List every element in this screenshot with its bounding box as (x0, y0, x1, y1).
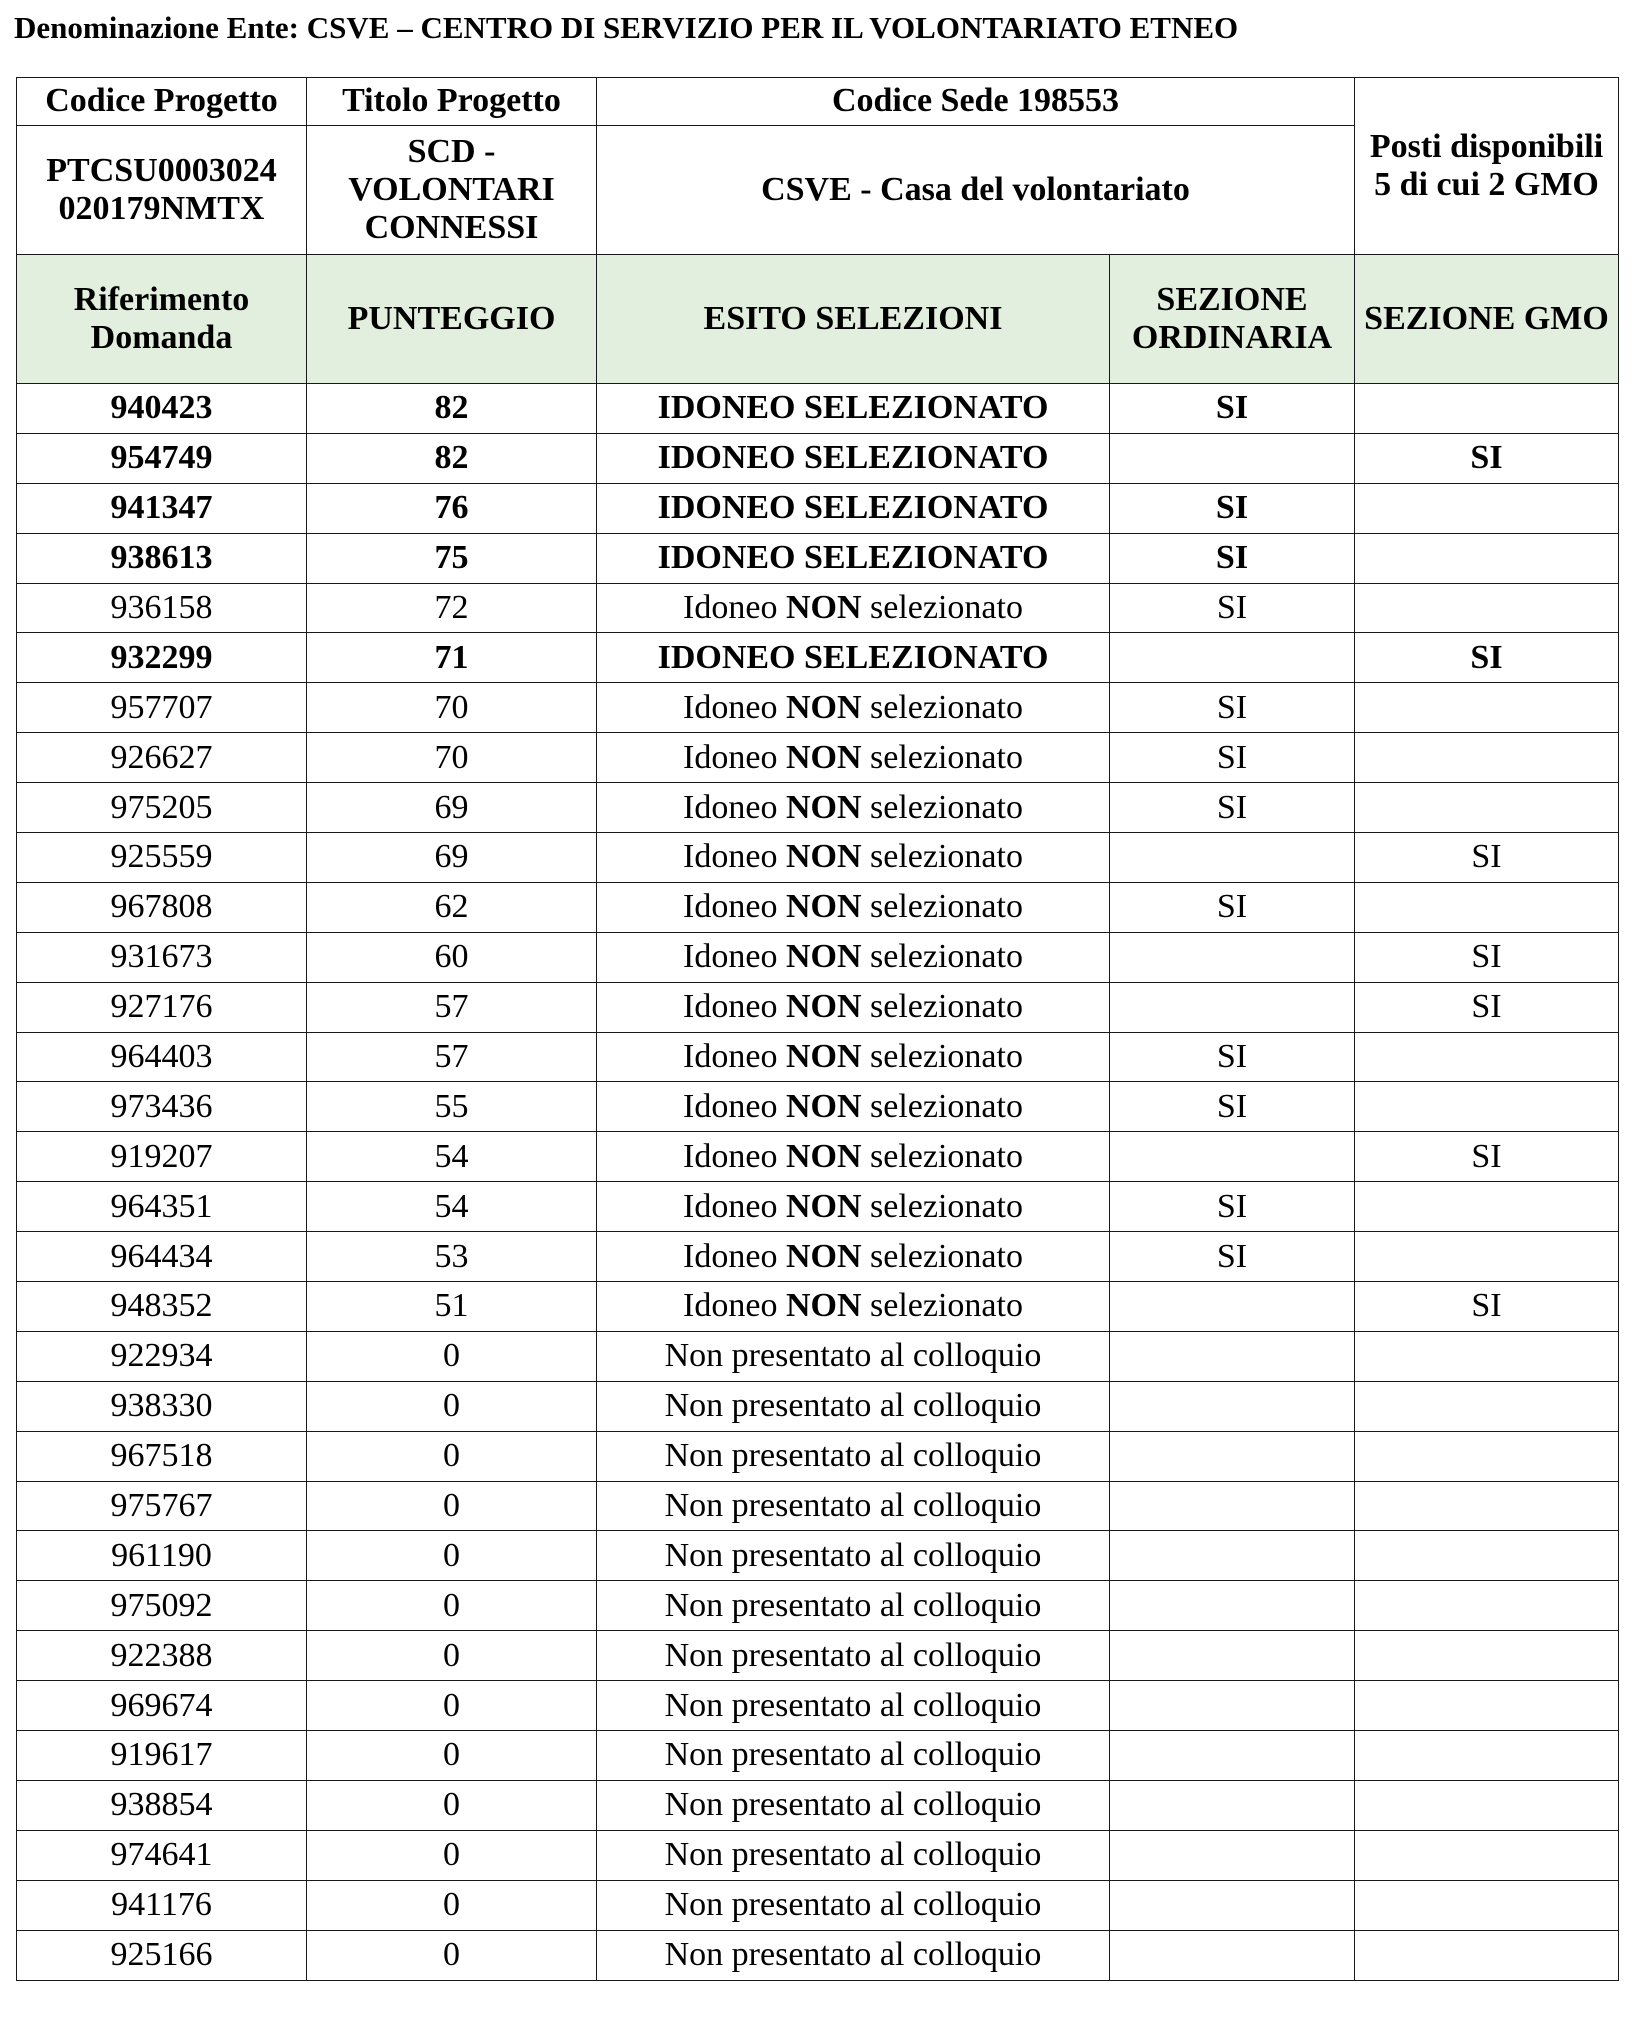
table-row (17, 1282, 1619, 1332)
esito-cell (597, 533, 1110, 583)
sezione-ordinaria-cell (1110, 1531, 1355, 1581)
table-row (17, 1531, 1619, 1581)
sezione-ordinaria-cell (1110, 1381, 1355, 1431)
riferimento-cell: 927176 (17, 982, 307, 1032)
table-row (17, 1481, 1619, 1531)
table-row (17, 1681, 1619, 1731)
table-row (17, 433, 1619, 483)
col-header-riferimento: Riferimento Domanda (17, 255, 307, 384)
table-row (17, 1880, 1619, 1930)
esito-cell (597, 583, 1110, 633)
sezione-ordinaria-cell (1110, 833, 1355, 883)
punteggio-cell: 0 (307, 1481, 597, 1531)
esito-text-strong: NON (785, 788, 862, 826)
sezione-gmo-cell (1355, 1232, 1619, 1282)
sezione-gmo-cell (1355, 1780, 1619, 1830)
codice-sede: Codice Sede 198553 (597, 78, 1355, 126)
riferimento-cell: 919207 (17, 1132, 307, 1182)
sezione-gmo-cell (1355, 1431, 1619, 1481)
riferimento-cell: 975205 (17, 783, 307, 833)
esito-text: Idoneo (683, 988, 786, 1026)
sezione-ordinaria-cell: SI (1110, 783, 1355, 833)
punteggio-cell: 51 (307, 1282, 597, 1332)
esito-cell (597, 1132, 1110, 1182)
punteggio-cell: 62 (307, 882, 597, 932)
punteggio-cell: 69 (307, 783, 597, 833)
esito-text: Non presentato al colloquio (664, 1487, 1042, 1524)
esito-cell (597, 1481, 1110, 1531)
esito-text: Non presentato al colloquio (664, 1586, 1042, 1624)
col-header-gmo: SEZIONE GMO (1355, 255, 1619, 384)
sezione-ordinaria-cell: SI (1110, 533, 1355, 583)
selection-results-table (16, 77, 1619, 1981)
esito-text: Non presentato al colloquio (664, 1886, 1042, 1924)
sezione-gmo-cell (1355, 1880, 1619, 1930)
riferimento-cell: 940423 (17, 384, 307, 434)
esito-text: Idoneo (683, 1187, 786, 1225)
esito-cell (597, 1232, 1110, 1282)
esito-text: selezionato (861, 988, 1023, 1026)
esito-text-strong: IDONEO SELEZIONATO (657, 489, 1049, 527)
riferimento-cell: 964434 (17, 1232, 307, 1282)
riferimento-cell: 969674 (17, 1681, 307, 1731)
sezione-ordinaria-cell: SI (1110, 583, 1355, 633)
esito-text: selezionato (861, 888, 1023, 926)
esito-cell (597, 982, 1110, 1032)
punteggio-cell: 70 (307, 733, 597, 783)
esito-text: Idoneo (683, 588, 786, 626)
table-row (17, 483, 1619, 533)
table-row (17, 833, 1619, 883)
sezione-ordinaria-cell: SI (1110, 483, 1355, 533)
titolo-progetto-value: SCD - VOLONTARI CONNESSI (307, 126, 597, 255)
sezione-ordinaria-cell (1110, 982, 1355, 1032)
table-row (17, 733, 1619, 783)
table-row (17, 633, 1619, 683)
column-header-row (17, 255, 1619, 384)
esito-text: selezionato (861, 1087, 1023, 1125)
punteggio-cell: 76 (307, 483, 597, 533)
riferimento-cell: 961190 (17, 1531, 307, 1581)
riferimento-cell: 964403 (17, 1032, 307, 1082)
esito-text: Idoneo (683, 738, 786, 776)
sezione-gmo-cell (1355, 1531, 1619, 1581)
esito-text-strong: NON (785, 738, 862, 776)
esito-text-strong: IDONEO SELEZIONATO (657, 638, 1049, 676)
esito-text-strong: IDONEO SELEZIONATO (657, 439, 1049, 477)
esito-text: Non presentato al colloquio (664, 1387, 1042, 1425)
riferimento-cell: 957707 (17, 683, 307, 733)
esito-text: selezionato (861, 1237, 1023, 1275)
esito-cell (597, 1930, 1110, 1980)
table-row (17, 1082, 1619, 1132)
esito-text: Idoneo (683, 1137, 786, 1175)
sezione-gmo-cell (1355, 1381, 1619, 1431)
table-row (17, 1232, 1619, 1282)
esito-text: selezionato (861, 688, 1023, 726)
esito-text-strong: NON (785, 1187, 862, 1225)
punteggio-cell: 72 (307, 583, 597, 633)
riferimento-cell: 926627 (17, 733, 307, 783)
sezione-gmo-cell (1355, 1182, 1619, 1232)
sezione-gmo-cell (1355, 533, 1619, 583)
esito-text-strong: NON (785, 838, 862, 876)
sezione-ordinaria-cell (1110, 1930, 1355, 1980)
punteggio-cell: 75 (307, 533, 597, 583)
esito-text: Non presentato al colloquio (664, 1686, 1042, 1724)
riferimento-cell: 922934 (17, 1331, 307, 1381)
sede-value: CSVE - Casa del volontariato (597, 126, 1355, 255)
sezione-ordinaria-cell: SI (1110, 733, 1355, 783)
esito-text: Non presentato al colloquio (664, 1836, 1042, 1874)
punteggio-cell: 0 (307, 1681, 597, 1731)
sezione-gmo-cell: SI (1355, 1282, 1619, 1332)
riferimento-cell: 975767 (17, 1481, 307, 1531)
sezione-gmo-cell (1355, 1631, 1619, 1681)
sezione-ordinaria-cell: SI (1110, 384, 1355, 434)
esito-text-strong: NON (785, 1287, 862, 1325)
sezione-gmo-cell (1355, 1032, 1619, 1082)
sezione-ordinaria-cell (1110, 1581, 1355, 1631)
esito-text: Non presentato al colloquio (664, 1536, 1042, 1574)
esito-text-strong: NON (785, 688, 862, 726)
esito-cell (597, 683, 1110, 733)
sezione-ordinaria-cell: SI (1110, 1232, 1355, 1282)
esito-text: Idoneo (683, 1037, 786, 1075)
table-row (17, 683, 1619, 733)
esito-text: selezionato (861, 1137, 1023, 1175)
esito-cell (597, 1531, 1110, 1581)
esito-text: Non presentato al colloquio (664, 1786, 1042, 1824)
sezione-ordinaria-cell (1110, 1132, 1355, 1182)
riferimento-cell: 954749 (17, 433, 307, 483)
esito-cell (597, 733, 1110, 783)
esito-cell (597, 1331, 1110, 1381)
esito-text: Idoneo (683, 688, 786, 726)
riferimento-cell: 975092 (17, 1581, 307, 1631)
punteggio-cell: 55 (307, 1082, 597, 1132)
esito-text-strong: IDONEO SELEZIONATO (657, 389, 1049, 427)
esito-text-strong: NON (785, 938, 862, 976)
table-row (17, 533, 1619, 583)
esito-cell (597, 1282, 1110, 1332)
riferimento-cell: 932299 (17, 633, 307, 683)
punteggio-cell: 69 (307, 833, 597, 883)
table-row (17, 1631, 1619, 1681)
esito-cell (597, 1581, 1110, 1631)
esito-cell (597, 833, 1110, 883)
esito-text: Idoneo (683, 788, 786, 826)
esito-text: Idoneo (683, 838, 786, 876)
esito-cell (597, 1032, 1110, 1082)
sezione-ordinaria-cell (1110, 633, 1355, 683)
punteggio-cell: 0 (307, 1731, 597, 1781)
riferimento-cell: 938854 (17, 1780, 307, 1830)
esito-cell (597, 1830, 1110, 1880)
esito-text: selezionato (861, 588, 1023, 626)
esito-cell (597, 1431, 1110, 1481)
esito-cell (597, 1381, 1110, 1431)
table-row (17, 1780, 1619, 1830)
punteggio-cell: 0 (307, 1930, 597, 1980)
riferimento-cell: 948352 (17, 1282, 307, 1332)
table-row (17, 1331, 1619, 1381)
esito-cell (597, 932, 1110, 982)
table-row (17, 384, 1619, 434)
riferimento-cell: 931673 (17, 932, 307, 982)
project-header-row (17, 78, 1619, 126)
riferimento-cell: 922388 (17, 1631, 307, 1681)
sezione-gmo-cell (1355, 483, 1619, 533)
sezione-ordinaria-cell (1110, 1331, 1355, 1381)
esito-cell (597, 1731, 1110, 1781)
sezione-ordinaria-cell (1110, 1282, 1355, 1332)
col-header-punteggio: PUNTEGGIO (307, 255, 597, 384)
sezione-ordinaria-cell (1110, 1481, 1355, 1531)
esito-text: Non presentato al colloquio (664, 1337, 1042, 1375)
esito-cell (597, 1681, 1110, 1731)
esito-text-strong: NON (785, 588, 862, 626)
esito-text: Non presentato al colloquio (664, 1437, 1042, 1475)
esito-text: Idoneo (683, 888, 786, 926)
sezione-gmo-cell: SI (1355, 833, 1619, 883)
sezione-gmo-cell (1355, 1082, 1619, 1132)
riferimento-cell: 964351 (17, 1182, 307, 1232)
esito-text: selezionato (861, 938, 1023, 976)
punteggio-cell: 0 (307, 1830, 597, 1880)
esito-text: selezionato (861, 1187, 1023, 1225)
esito-cell (597, 633, 1110, 683)
esito-text: selezionato (861, 738, 1023, 776)
table-row (17, 1930, 1619, 1980)
esito-text: Non presentato al colloquio (664, 1636, 1042, 1674)
esito-cell (597, 1082, 1110, 1132)
table-row (17, 932, 1619, 982)
punteggio-cell: 0 (307, 1780, 597, 1830)
table-row (17, 1581, 1619, 1631)
esito-cell (597, 1880, 1110, 1930)
table-row (17, 882, 1619, 932)
riferimento-cell: 941347 (17, 483, 307, 533)
sezione-gmo-cell (1355, 1681, 1619, 1731)
sezione-gmo-cell (1355, 882, 1619, 932)
sezione-gmo-cell: SI (1355, 633, 1619, 683)
punteggio-cell: 82 (307, 384, 597, 434)
sezione-gmo-cell (1355, 733, 1619, 783)
sezione-gmo-cell: SI (1355, 433, 1619, 483)
esito-cell (597, 384, 1110, 434)
punteggio-cell: 0 (307, 1381, 597, 1431)
esito-cell (597, 783, 1110, 833)
riferimento-cell: 919617 (17, 1731, 307, 1781)
esito-text: Idoneo (683, 1087, 786, 1125)
sezione-ordinaria-cell: SI (1110, 882, 1355, 932)
esito-text: Idoneo (683, 938, 786, 976)
table-row (17, 982, 1619, 1032)
esito-cell (597, 882, 1110, 932)
table-row (17, 1830, 1619, 1880)
table-row (17, 583, 1619, 633)
codice-progetto-label: Codice Progetto (17, 78, 307, 126)
punteggio-cell: 70 (307, 683, 597, 733)
sezione-gmo-cell (1355, 1481, 1619, 1531)
col-header-ordinaria: SEZIONE ORDINARIA (1110, 255, 1355, 384)
table-row (17, 1431, 1619, 1481)
sezione-gmo-cell (1355, 1581, 1619, 1631)
esito-cell (597, 1182, 1110, 1232)
riferimento-cell: 925166 (17, 1930, 307, 1980)
punteggio-cell: 0 (307, 1581, 597, 1631)
esito-text: Non presentato al colloquio (664, 1936, 1042, 1974)
riferimento-cell: 941176 (17, 1880, 307, 1930)
esito-text-strong: NON (785, 1137, 862, 1175)
esito-text: selezionato (861, 1287, 1023, 1325)
table-row (17, 1182, 1619, 1232)
sezione-ordinaria-cell (1110, 1830, 1355, 1880)
sezione-ordinaria-cell (1110, 1880, 1355, 1930)
punteggio-cell: 0 (307, 1631, 597, 1681)
punteggio-cell: 54 (307, 1132, 597, 1182)
riferimento-cell: 967518 (17, 1431, 307, 1481)
sezione-gmo-cell: SI (1355, 982, 1619, 1032)
riferimento-cell: 974641 (17, 1830, 307, 1880)
punteggio-cell: 54 (307, 1182, 597, 1232)
sezione-ordinaria-cell: SI (1110, 1182, 1355, 1232)
punteggio-cell: 0 (307, 1880, 597, 1930)
ente-title: Denominazione Ente: CSVE – CENTRO DI SERVIZIO PER IL VOLONTARIATO ETNEO (14, 10, 1239, 45)
sezione-gmo-cell (1355, 1731, 1619, 1781)
esito-text-strong: NON (785, 1237, 862, 1275)
punteggio-cell: 0 (307, 1531, 597, 1581)
punteggio-cell: 53 (307, 1232, 597, 1282)
punteggio-cell: 60 (307, 932, 597, 982)
riferimento-cell: 925559 (17, 833, 307, 883)
esito-text-strong: IDONEO SELEZIONATO (657, 539, 1049, 577)
esito-text-strong: NON (785, 1037, 862, 1075)
sezione-ordinaria-cell: SI (1110, 1032, 1355, 1082)
punteggio-cell: 71 (307, 633, 597, 683)
punteggio-cell: 57 (307, 982, 597, 1032)
sezione-ordinaria-cell (1110, 1631, 1355, 1681)
punteggio-cell: 82 (307, 433, 597, 483)
sezione-ordinaria-cell (1110, 1431, 1355, 1481)
esito-text: Non presentato al colloquio (664, 1736, 1042, 1774)
table-row (17, 1731, 1619, 1781)
punteggio-cell: 0 (307, 1431, 597, 1481)
punteggio-cell: 0 (307, 1331, 597, 1381)
sezione-gmo-cell (1355, 384, 1619, 434)
posti-disponibili: Posti disponibili 5 di cui 2 GMO (1355, 78, 1619, 255)
esito-text-strong: NON (785, 888, 862, 926)
riferimento-cell: 936158 (17, 583, 307, 633)
sezione-gmo-cell (1355, 783, 1619, 833)
esito-cell (597, 483, 1110, 533)
esito-text: selezionato (861, 788, 1023, 826)
table-row (17, 1032, 1619, 1082)
sezione-gmo-cell (1355, 1331, 1619, 1381)
esito-text: selezionato (861, 1037, 1023, 1075)
titolo-progetto-label: Titolo Progetto (307, 78, 597, 126)
esito-text-strong: NON (785, 988, 862, 1026)
sezione-gmo-cell (1355, 1930, 1619, 1980)
sezione-gmo-cell (1355, 1830, 1619, 1880)
sezione-ordinaria-cell (1110, 1731, 1355, 1781)
table-row (17, 1381, 1619, 1431)
esito-text-strong: NON (785, 1087, 862, 1125)
riferimento-cell: 938613 (17, 533, 307, 583)
esito-cell (597, 433, 1110, 483)
esito-text: selezionato (861, 838, 1023, 876)
esito-cell (597, 1780, 1110, 1830)
riferimento-cell: 938330 (17, 1381, 307, 1431)
esito-text: Idoneo (683, 1287, 786, 1325)
sezione-gmo-cell (1355, 683, 1619, 733)
esito-text: Idoneo (683, 1237, 786, 1275)
table-row (17, 783, 1619, 833)
sezione-ordinaria-cell: SI (1110, 683, 1355, 733)
col-header-esito: ESITO SELEZIONI (597, 255, 1110, 384)
sezione-ordinaria-cell (1110, 1681, 1355, 1731)
table-row (17, 1132, 1619, 1182)
riferimento-cell: 973436 (17, 1082, 307, 1132)
sezione-gmo-cell: SI (1355, 1132, 1619, 1182)
sezione-ordinaria-cell (1110, 1780, 1355, 1830)
sezione-ordinaria-cell: SI (1110, 1082, 1355, 1132)
codice-progetto-value: PTCSU0003024 020179NMTX (17, 126, 307, 255)
sezione-ordinaria-cell (1110, 433, 1355, 483)
sezione-gmo-cell: SI (1355, 932, 1619, 982)
esito-cell (597, 1631, 1110, 1681)
sezione-ordinaria-cell (1110, 932, 1355, 982)
punteggio-cell: 57 (307, 1032, 597, 1082)
sezione-gmo-cell (1355, 583, 1619, 633)
riferimento-cell: 967808 (17, 882, 307, 932)
